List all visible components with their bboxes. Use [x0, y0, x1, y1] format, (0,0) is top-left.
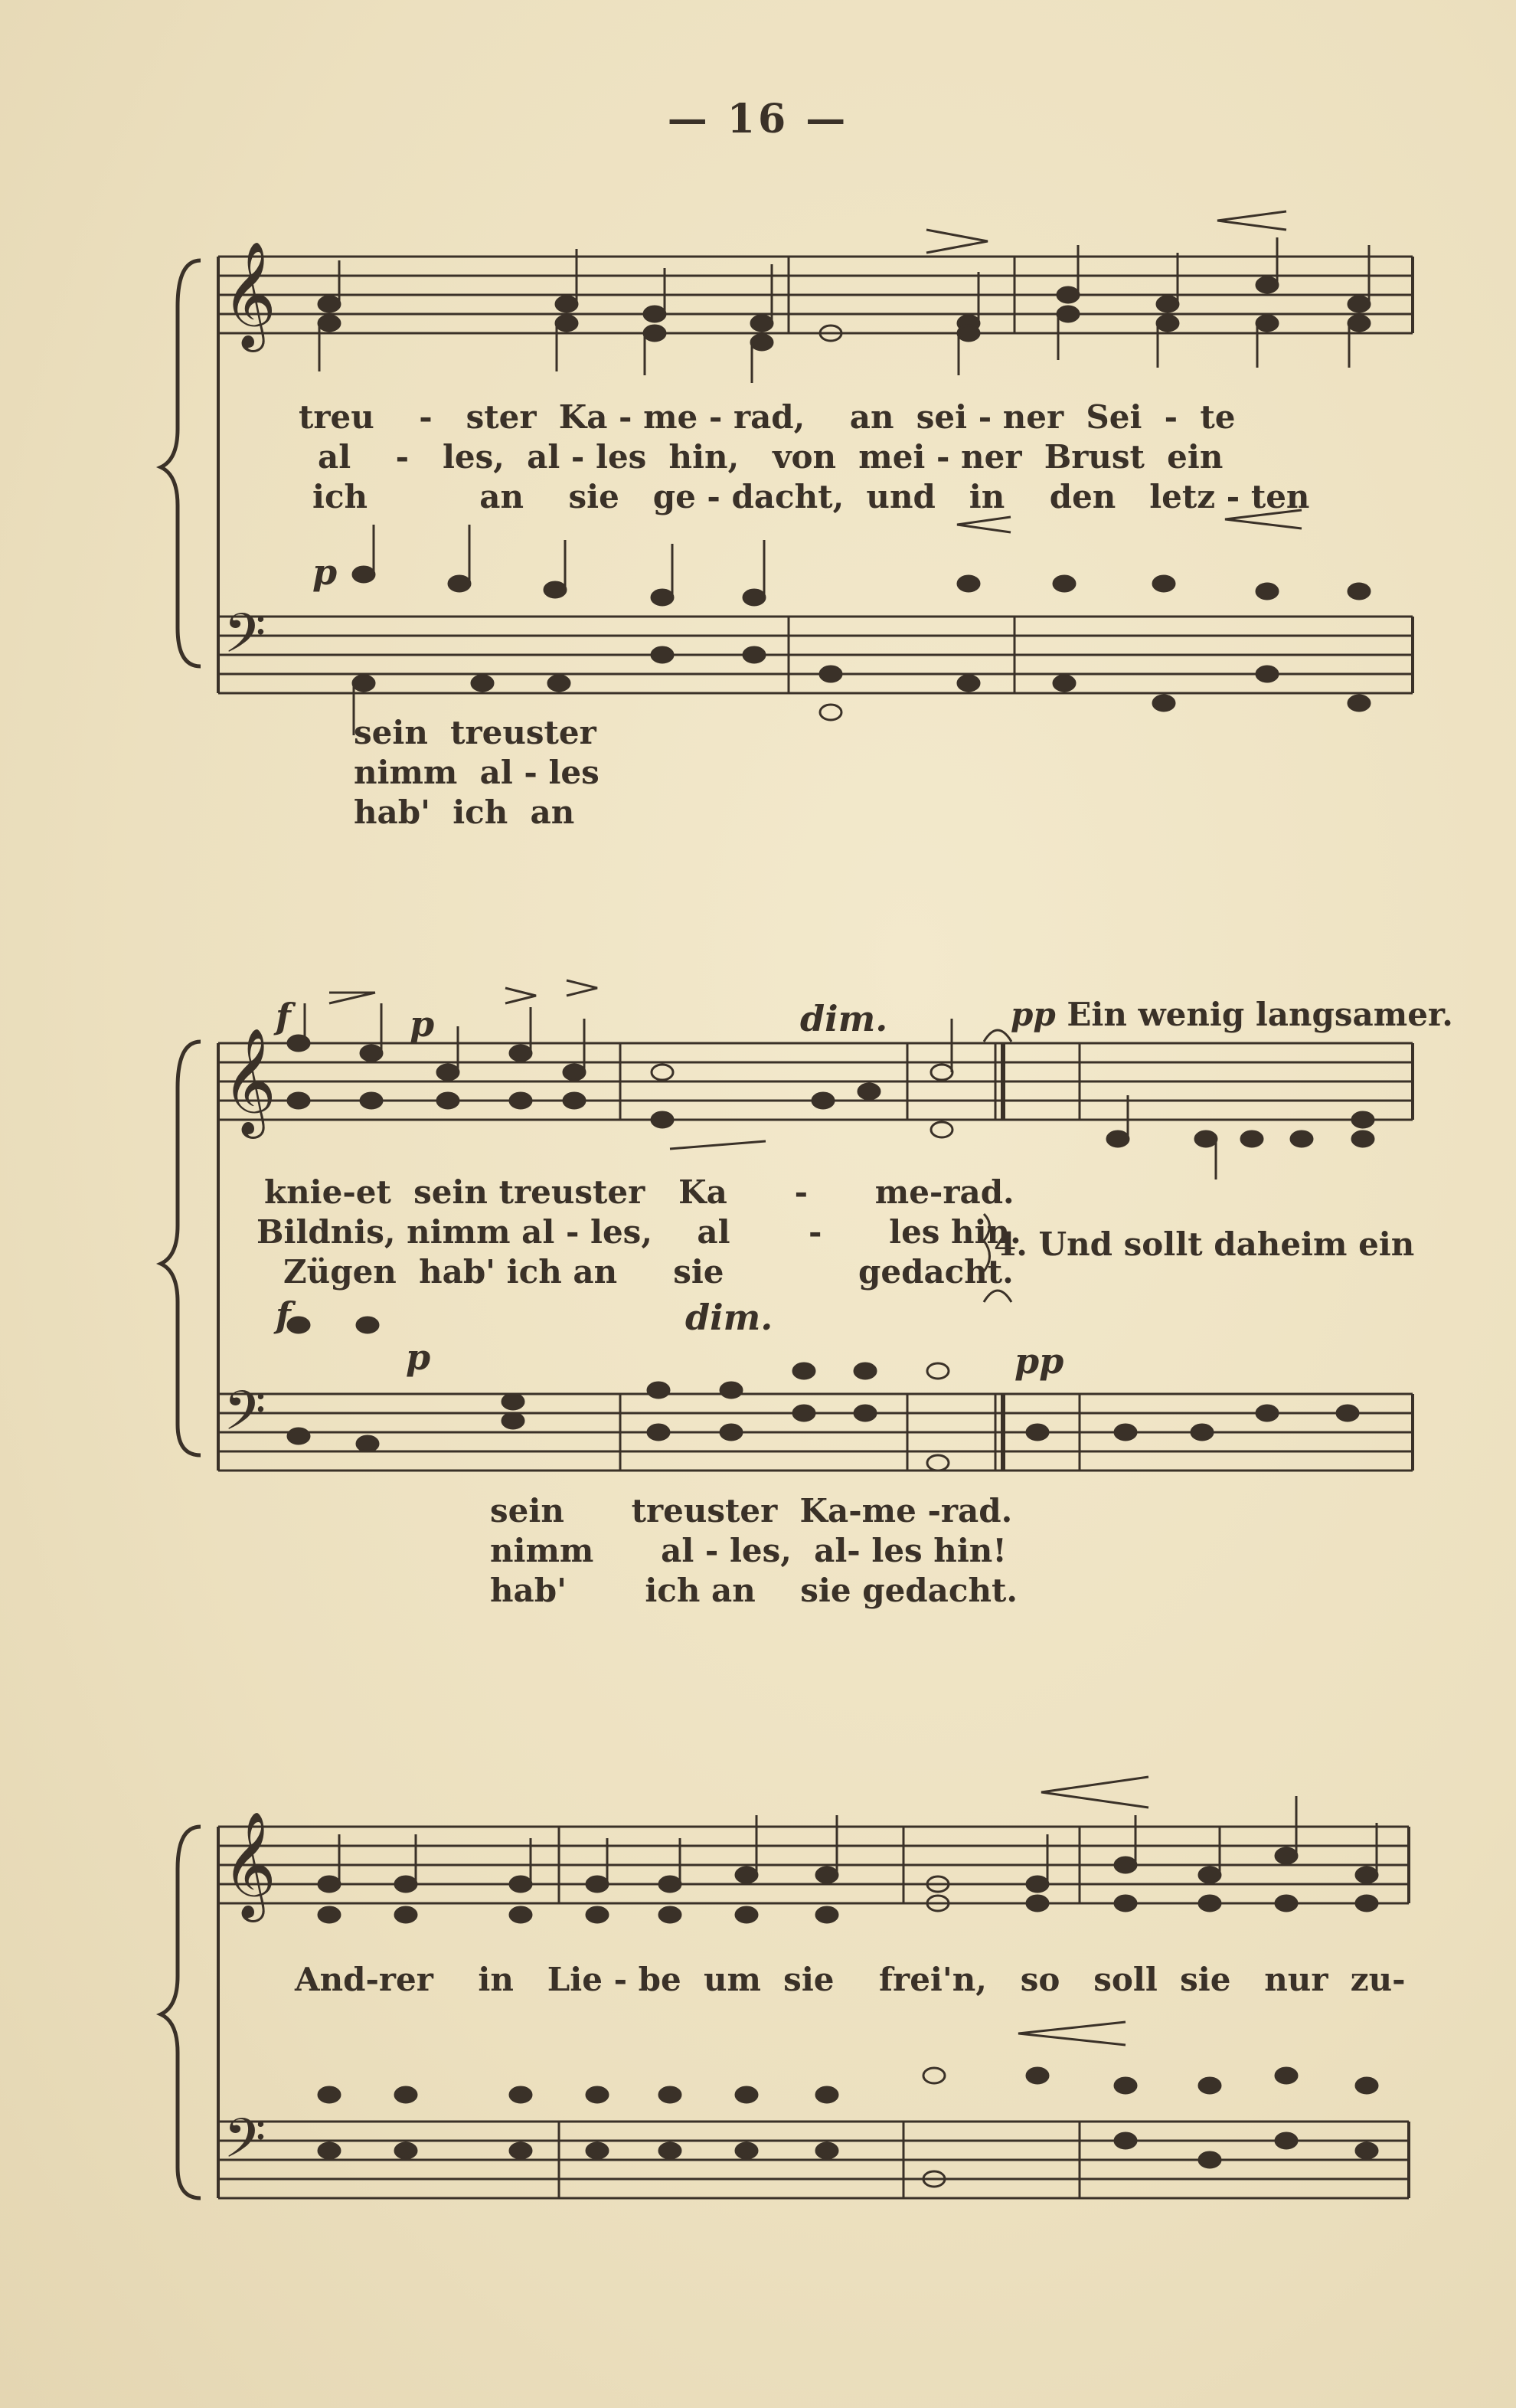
tempo-text: Ein wenig langsamer. — [1067, 996, 1453, 1033]
svg-text:𝄢: 𝄢 — [224, 1379, 266, 1456]
lyric-bass-1a: sein treuster — [354, 714, 596, 751]
svg-text:𝄞: 𝄞 — [222, 1028, 276, 1134]
lyric-bass-2c: hab' ich an sie gedacht. — [490, 1572, 1018, 1609]
lyric-bass-2b: nimm al - les, al- les hin! — [490, 1532, 1007, 1569]
dynamic-p-treble: p — [410, 1003, 435, 1045]
staff-notation-3 — [0, 1785, 1516, 2259]
lyric-line-1a: treu - ster Ka - me - rad, an sei - ner Sei - te — [299, 398, 1236, 436]
lyric-line-2c: Zügen hab' ich an sie gedacht. — [283, 1253, 1014, 1291]
dynamic-pp-bass: pp — [1014, 1340, 1064, 1382]
lyric-bass-1b: nimm al - les — [354, 754, 600, 791]
verse-4-start: 4. Und sollt daheim ein — [994, 1225, 1415, 1263]
dynamic-p-bass: p — [406, 1337, 431, 1378]
music-system-1 — [0, 230, 1516, 842]
dynamic-f-bass: f — [276, 1294, 291, 1336]
dynamic-f-treble: f — [276, 996, 291, 1037]
music-system-2 — [0, 996, 1516, 1624]
lyric-line-3: And-rer in Lie - be um sie frei'n, so soll sie nur zu- — [295, 1961, 1406, 1998]
lyric-bass-2a: sein treuster Ka-me -rad. — [490, 1492, 1013, 1530]
staff-notation-1 — [0, 230, 1516, 842]
svg-text:𝄢: 𝄢 — [224, 2107, 266, 2184]
svg-text:𝄞: 𝄞 — [222, 1811, 276, 1918]
lyric-line-2a: knie-et sein treuster Ka - me-rad. — [264, 1173, 1014, 1211]
music-system-3 — [0, 1785, 1516, 2259]
tempo-marking — [1011, 996, 1453, 1033]
lyric-line-1b: al - les, al - les hin, von mei - ner Brust ein — [318, 438, 1224, 476]
dynamic-p-bass: p — [312, 551, 338, 593]
svg-text:𝄞: 𝄞 — [222, 241, 276, 348]
lyric-line-2b: Bildnis, nimm al - les, al - les hin. — [256, 1213, 1021, 1251]
dynamic-dim-bass: dim. — [685, 1297, 773, 1338]
dynamic-dim-treble: dim. — [800, 998, 888, 1039]
lyric-bass-1c: hab' ich an — [354, 793, 575, 831]
tempo-dynamic: pp — [1011, 996, 1056, 1033]
page-number: — 16 — — [667, 96, 849, 142]
lyric-line-1c: ich an sie ge - dacht, und in den letz - ten — [312, 478, 1310, 515]
svg-text:𝄢: 𝄢 — [224, 602, 266, 679]
